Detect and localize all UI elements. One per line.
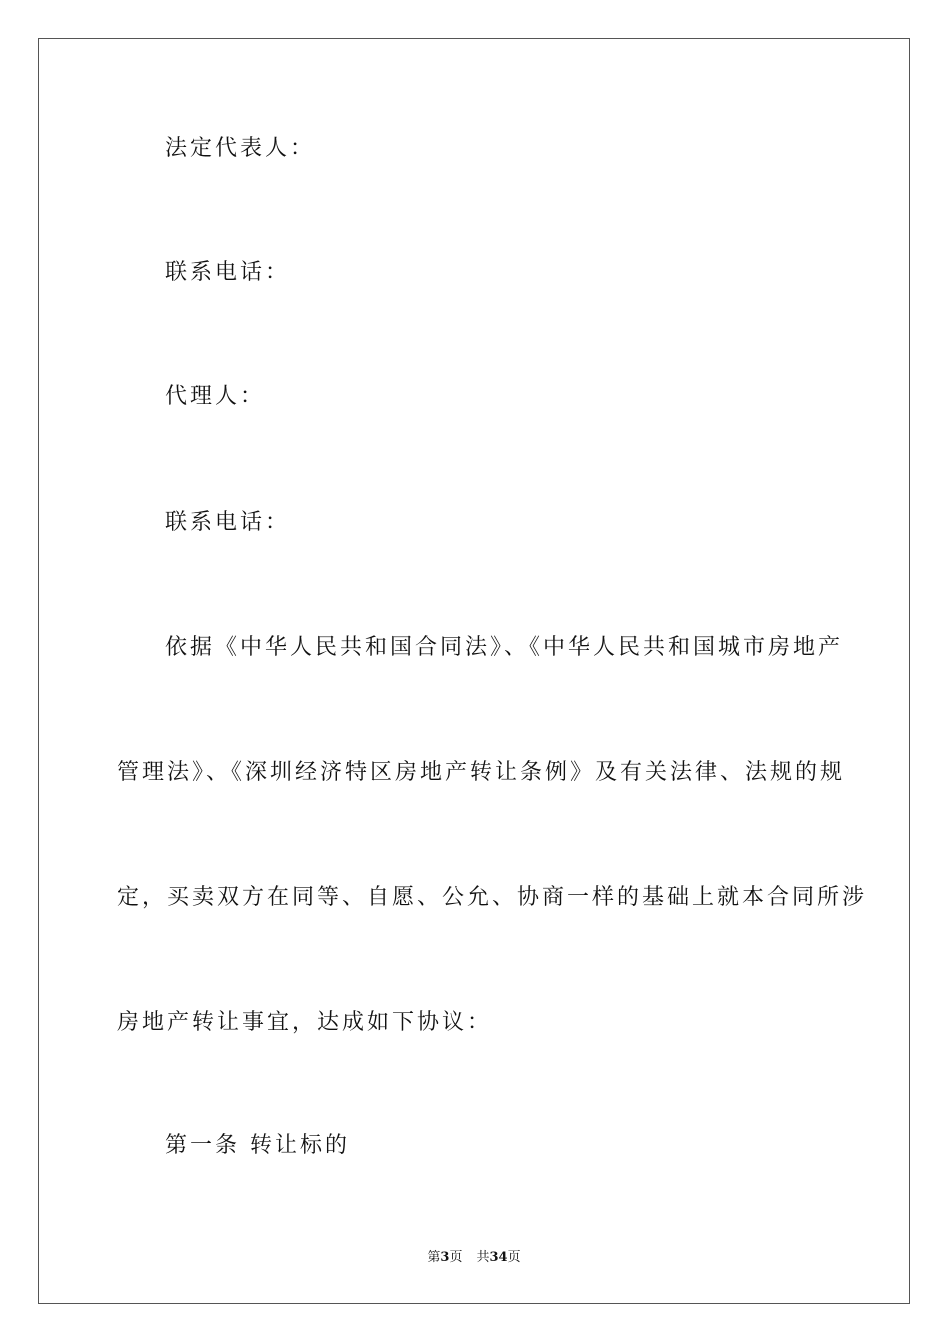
legal-representative-label: 法定代表人：	[165, 136, 316, 161]
paragraph-line-4: 房地产转让事宜，达成如下协议：	[117, 1010, 493, 1035]
article-one-heading: 第一条 转让标的	[165, 1133, 350, 1158]
agent-label: 代理人：	[165, 384, 266, 409]
footer-page-number: 3	[440, 1250, 450, 1265]
footer-page-suffix: 页	[449, 1250, 463, 1265]
paragraph-line-2: 管理法》、《深圳经济特区房地产转让条例》及有关法律、法规的规	[117, 760, 846, 785]
paragraph-line-1: 依据《中华人民共和国合同法》、《中华人民共和国城市房地产	[165, 635, 844, 660]
agent-contact-phone-label: 联系电话：	[165, 510, 291, 535]
footer-page-prefix: 第	[427, 1250, 441, 1265]
paragraph-line-3: 定，买卖双方在同等、自愿、公允、协商一样的基础上就本合同所涉	[117, 885, 868, 910]
contact-phone-label: 联系电话：	[165, 260, 291, 285]
footer-total-number: 34	[489, 1250, 508, 1265]
footer-total-prefix: 共	[476, 1250, 490, 1265]
page-footer	[39, 1249, 909, 1267]
page-frame	[38, 38, 910, 1304]
footer-total-suffix: 页	[507, 1250, 521, 1265]
